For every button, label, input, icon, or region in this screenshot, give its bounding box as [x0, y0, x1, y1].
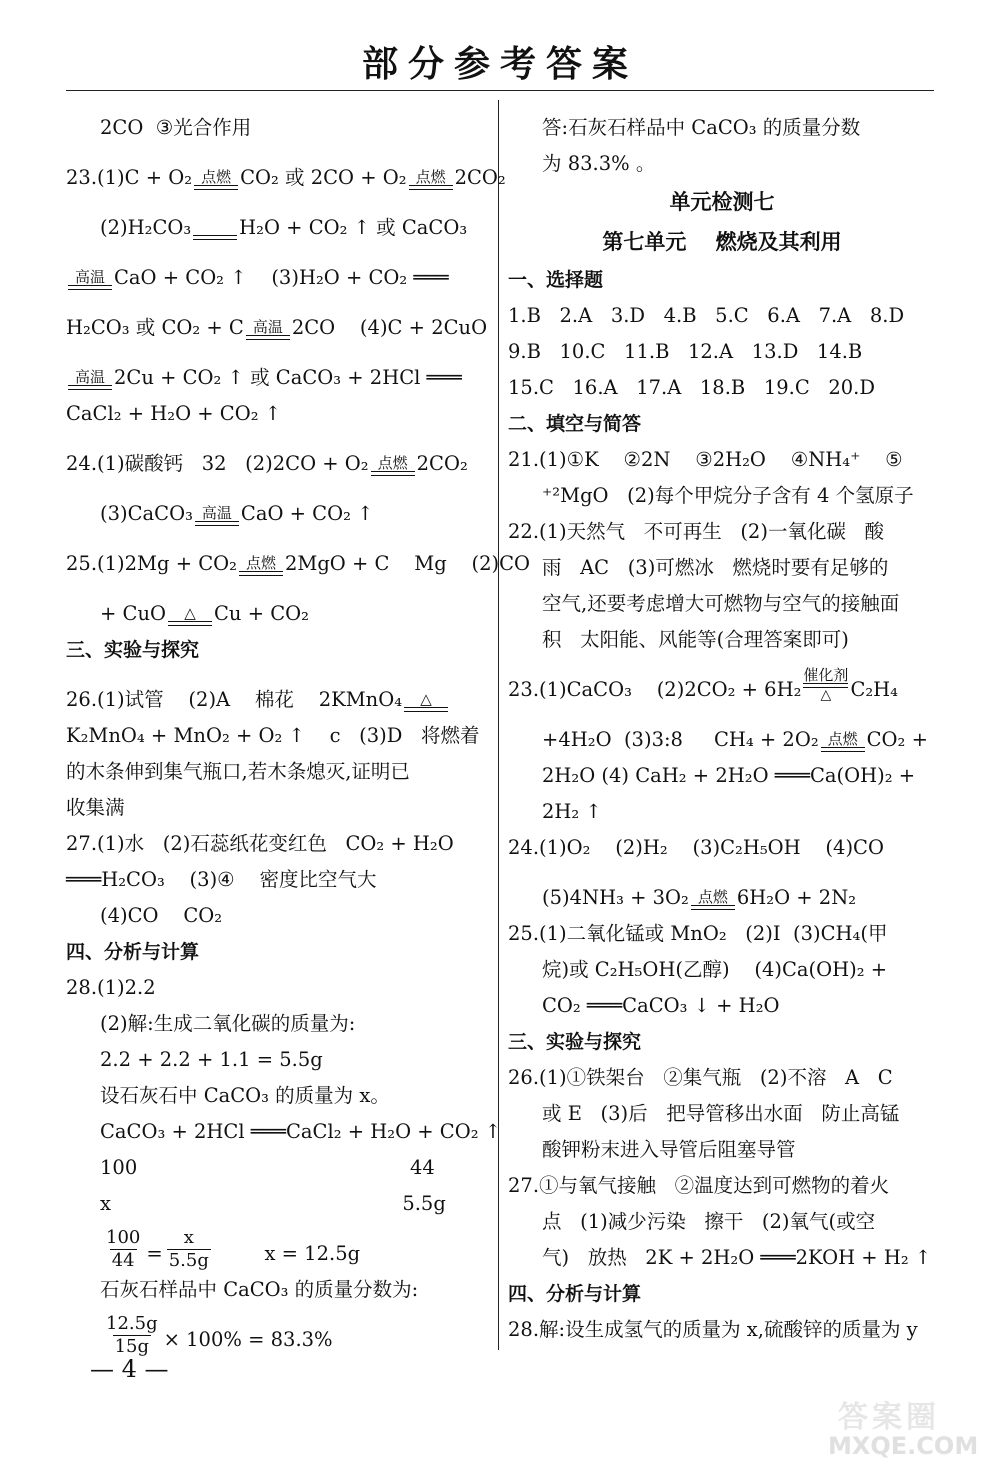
equals-double-line	[371, 471, 415, 476]
section-heading: 三、实验与探究	[66, 639, 200, 661]
condition-label: 点燃	[827, 730, 858, 748]
equals-double-line	[821, 747, 865, 752]
line-text: H₂O + CO₂ ↑ 或 CaCO₃	[239, 216, 468, 239]
condition-below-label: △	[820, 687, 832, 703]
right-column	[508, 110, 936, 1348]
line-text: (5)4NH₃ + 3O₂	[542, 886, 689, 909]
section-heading: 一、选择题	[508, 269, 604, 291]
answer-line: 设石灰石中 CaCO₃ 的质量为 x。	[100, 1084, 390, 1107]
condition-label: 点燃	[377, 454, 408, 472]
numerator: x	[183, 1227, 194, 1248]
answer-line: 雨 AC (3)可燃冰 燃烧时要有足够的	[542, 556, 889, 579]
answer-line: 9.B 10.C 11.B 12.A 13.D 14.B	[508, 340, 863, 363]
reaction-condition	[68, 369, 112, 390]
answer-line: (2)解:生成二氧化碳的质量为:	[100, 1012, 356, 1035]
answer-line: 石灰石样品中 CaCO₃ 的质量分数为:	[100, 1278, 419, 1301]
answer-line: 的木条伸到集气瓶口,若木条熄灭,证明已	[66, 760, 410, 783]
answer-line: 27.①与氧气接触 ②温度达到可燃物的着火	[508, 1174, 890, 1197]
answer-line: 28.(1)2.2	[66, 976, 156, 999]
answer-line: CO₂ ═══CaCO₃ ↓ + H₂O	[542, 994, 780, 1017]
section-heading: 二、填空与简答	[508, 413, 642, 435]
condition-label: 点燃	[245, 554, 276, 572]
equals-double-line	[193, 235, 237, 240]
answer-line: CaCO₃ + 2HCl ═══CaCl₂ + H₂O + CO₂ ↑	[100, 1120, 502, 1143]
denominator: 44	[111, 1250, 135, 1271]
answer-line: 为 83.3% 。	[542, 152, 656, 175]
answer-line: 28.解:设生成氢气的质量为 x,硫酸锌的质量为 y	[508, 1318, 918, 1341]
answer-line: 或 E (3)后 把导管移出水面 防止高锰	[542, 1102, 900, 1125]
reaction-condition	[168, 605, 212, 626]
answer-line: x 5.5g	[100, 1192, 446, 1215]
condition-label: 高温	[74, 268, 105, 286]
reaction-condition	[193, 219, 237, 240]
condition-label: △	[420, 690, 432, 708]
answer-line	[66, 146, 506, 196]
equals-double-line	[246, 335, 290, 340]
answer-line	[66, 246, 492, 296]
line-text: × 100% = 83.3%	[163, 1328, 333, 1351]
line-text: H₂CO₃ 或 CO₂ + C	[66, 316, 244, 339]
reaction-condition	[194, 169, 238, 190]
column-divider	[498, 100, 499, 1350]
answer-line	[66, 432, 492, 482]
equals-double-line	[195, 521, 239, 526]
answer-line: 点 (1)减少污染 擦干 (2)氧气(或空	[542, 1210, 876, 1233]
watermark-site: MXQE.COM	[828, 1432, 979, 1460]
line-text: 25.(1)2Mg + CO₂	[66, 552, 237, 575]
reaction-condition	[691, 889, 735, 910]
line-text: Cu + CO₂	[214, 602, 309, 625]
answer-line	[508, 866, 936, 916]
answer-line	[66, 196, 492, 246]
answer-line: 气) 放热 2K + 2H₂O ═══2KOH + H₂ ↑	[542, 1246, 932, 1269]
answer-line: 收集满	[66, 796, 125, 819]
numerator: 12.5g	[106, 1313, 158, 1334]
reaction-condition	[409, 169, 453, 190]
denominator: 5.5g	[168, 1250, 209, 1271]
answer-line	[508, 708, 936, 758]
equals-double-line	[68, 385, 112, 390]
answer-line: 21.(1)①K ②2N ③2H₂O ④NH₄⁺ ⑤	[508, 448, 903, 471]
reaction-condition	[239, 555, 283, 576]
equals-double-line	[691, 905, 735, 910]
line-text: 2CO₂	[416, 452, 468, 475]
answer-line: ═══H₂CO₃ (3)④ 密度比空气大	[66, 868, 377, 891]
answer-line: 25.(1)二氧化锰或 MnO₂ (2)I (3)CH₄(甲	[508, 922, 888, 945]
condition-label: △	[184, 604, 196, 622]
reaction-condition	[821, 731, 865, 752]
line-text: 2CO (4)C + 2CuO	[291, 316, 488, 339]
equals-sign: =	[146, 1242, 163, 1265]
fraction	[104, 1227, 142, 1272]
page-title: 部分参考答案	[361, 44, 638, 85]
reaction-condition	[246, 319, 290, 340]
answer-line: (4)CO CO₂	[100, 904, 223, 927]
fraction	[167, 1227, 211, 1272]
answer-line: 烷)或 C₂H₅OH(乙醇) (4)Ca(OH)₂ +	[542, 958, 888, 981]
section-heading: 四、分析与计算	[508, 1283, 642, 1305]
equals-double-line	[168, 621, 212, 626]
answer-line: 答:石灰石样品中 CaCO₃ 的质量分数	[542, 116, 861, 139]
reaction-condition	[195, 505, 239, 526]
condition-label: 点燃	[415, 168, 446, 186]
answer-line: 2.2 + 2.2 + 1.1 = 5.5g	[100, 1048, 323, 1071]
line-text: 6H₂O + 2N₂	[736, 886, 857, 909]
line-text: 2CO₂	[454, 166, 506, 189]
answer-line	[66, 582, 492, 632]
line-text: CaO + CO₂ ↑ (3)H₂O + CO₂ ═══	[114, 266, 449, 289]
condition-label: 点燃	[697, 888, 728, 906]
line-text: 2Cu + CO₂ ↑ 或 CaCO₃ + 2HCl ═══	[114, 366, 462, 389]
line-text: x = 12.5g	[214, 1242, 361, 1265]
answer-line: 积 太阳能、风能等(合理答案即可)	[542, 628, 849, 651]
reaction-condition	[803, 667, 848, 702]
watermark-logo: 答案圈	[838, 1400, 940, 1435]
answer-line: 22.(1)天然气 不可再生 (2)一氧化碳 酸	[508, 520, 885, 543]
equals-double-line	[404, 707, 448, 712]
section-heading: 四、分析与计算	[66, 941, 200, 963]
answer-line	[66, 346, 492, 396]
answer-line: 1.B 2.A 3.D 4.B 5.C 6.A 7.A 8.D	[508, 304, 905, 327]
equals-double-line	[239, 571, 283, 576]
condition-label: 催化剂	[803, 666, 849, 684]
line-text: 26.(1)试管 (2)A 棉花 2KMnO₄	[66, 688, 403, 711]
answer-line: 空气,还要考虑增大可燃物与空气的接触面	[542, 592, 900, 615]
reaction-condition	[404, 691, 448, 712]
line-text: 24.(1)碳酸钙 32 (2)2CO + O₂	[66, 452, 369, 475]
condition-label	[213, 219, 218, 235]
line-text: CO₂ +	[866, 728, 928, 751]
answer-line	[66, 296, 492, 346]
denominator: 15g	[114, 1336, 150, 1357]
answer-line	[66, 1222, 492, 1272]
page-number: — 4 —	[90, 1355, 169, 1383]
line-text: (3)CaCO₃	[100, 502, 193, 525]
answer-line: 15.C 16.A 17.A 18.B 19.C 20.D	[508, 376, 876, 399]
answer-line	[66, 482, 492, 532]
condition-label: 高温	[74, 368, 105, 386]
line-text: CO₂ 或 2CO + O₂	[240, 166, 407, 189]
line-text: (2)H₂CO₃	[100, 216, 192, 239]
answer-line	[66, 668, 492, 718]
unit-title: 单元检测七	[669, 190, 775, 214]
line-text: 2MgO + C Mg (2)CO	[284, 552, 531, 575]
line-text: 23.(1)CaCO₃ (2)2CO₂ + 6H₂	[508, 678, 802, 701]
answer-line: CaCl₂ + H₂O + CO₂ ↑	[66, 402, 282, 425]
condition-label: 点燃	[201, 168, 232, 186]
answer-line: 2CO ③光合作用	[100, 116, 252, 139]
reaction-condition	[371, 455, 415, 476]
answer-line: 24.(1)O₂ (2)H₂ (3)C₂H₅OH (4)CO	[508, 836, 884, 859]
answer-line: 26.(1)①铁架台 ②集气瓶 (2)不溶 A C	[508, 1066, 893, 1089]
answer-line	[66, 532, 531, 582]
line-text: +4H₂O (3)3:8 CH₄ + 2O₂	[542, 728, 819, 751]
equals-double-line	[409, 185, 453, 190]
line-text: 23.(1)C + O₂	[66, 166, 193, 189]
condition-label: 高温	[252, 318, 283, 336]
line-text: + CuO	[100, 602, 167, 625]
unit-title: 第七单元 燃烧及其利用	[602, 230, 842, 254]
answer-line: 2H₂ ↑	[542, 800, 602, 823]
line-text: C₂H₄	[850, 678, 898, 701]
title-rule	[66, 90, 934, 91]
line-text: CaO + CO₂ ↑	[240, 502, 374, 525]
answer-line	[66, 1308, 492, 1358]
left-column	[66, 110, 531, 1358]
answer-line: 酸钾粉末进入导管后阻塞导管	[542, 1138, 796, 1161]
numerator: 100	[106, 1227, 141, 1248]
answer-line: ⁺²MgO (2)每个甲烷分子含有 4 个氢原子	[542, 484, 914, 507]
answer-line: 2H₂O (4) CaH₂ + 2H₂O ═══Ca(OH)₂ +	[542, 764, 916, 787]
equals-double-line	[68, 285, 112, 290]
fraction	[104, 1313, 160, 1358]
equals-double-line	[194, 185, 238, 190]
reaction-condition	[68, 269, 112, 290]
answer-line: K₂MnO₄ + MnO₂ + O₂ ↑ c (3)D 将燃着	[66, 724, 480, 747]
condition-label: 高温	[201, 504, 232, 522]
answer-line: 100 44	[100, 1156, 435, 1179]
answer-line: 27.(1)水 (2)石蕊纸花变红色 CO₂ + H₂O	[66, 832, 454, 855]
answer-line	[508, 658, 936, 708]
section-heading: 三、实验与探究	[508, 1031, 642, 1053]
